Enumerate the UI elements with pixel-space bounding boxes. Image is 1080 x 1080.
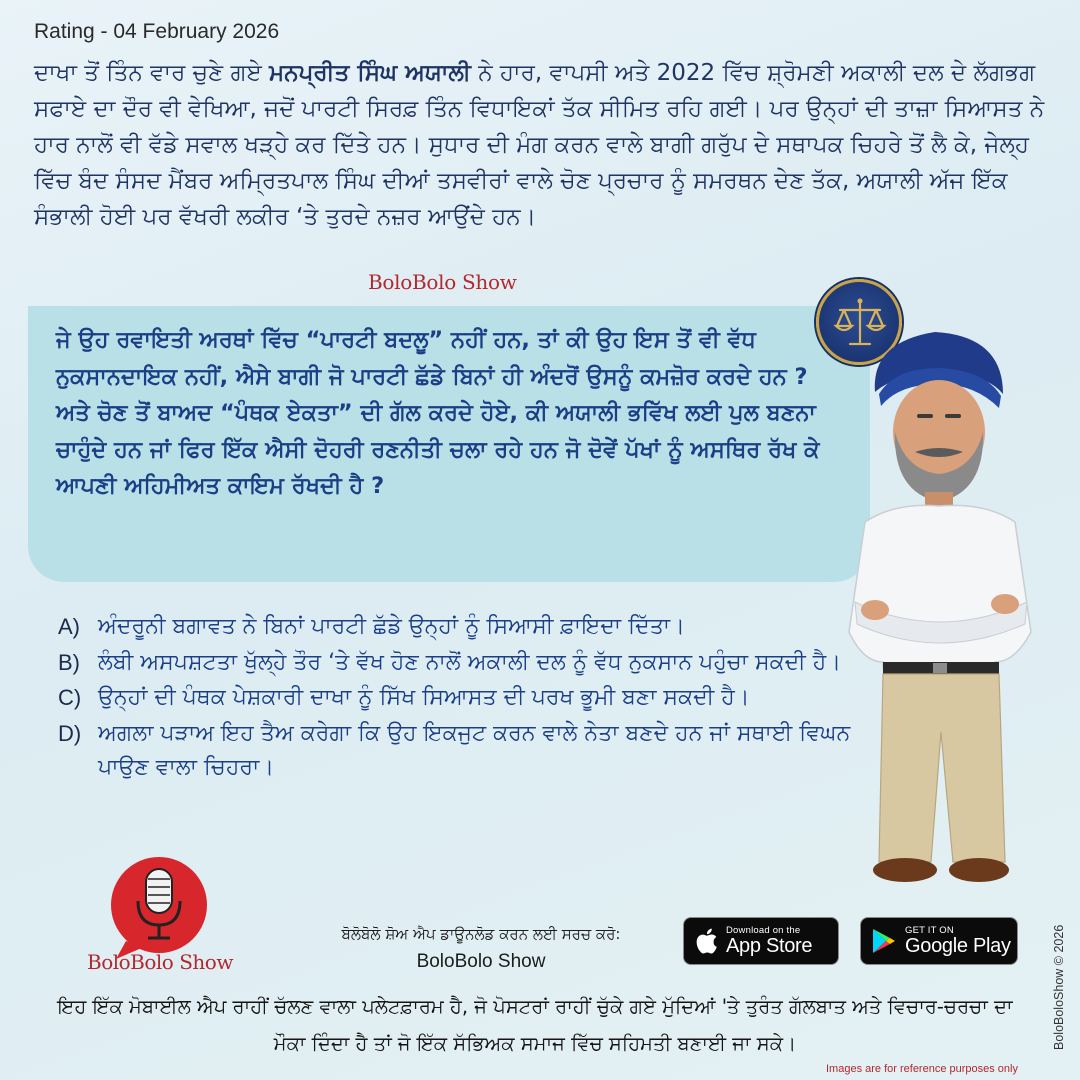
question-part-2: ਅਤੇ ਚੋਣ ਤੋਂ ਬਾਅਦ “ਪੰਥਕ ਏਕਤਾ” ਦੀ ਗੱਲ ਕਰਦੇ ਹੋਏ, ਕੀ ਅਯਾਲੀ ਭਵਿੱਖ ਲਈ ਪੁਲ ਬਣਨਾ ਚਾਹੁੰਦੇ ਹਨ ਜਾਂ ਫਿਰ ਇੱਕ ਐਸੀ ਦੋਹਰੀ ਰਣਨੀਤੀ ਚਲਾ ਰਹੇ ਹਨ ਜੋ ਦੋਵੇਂ ਪੱਖਾਂ ਨੂੰ ਅਸਥਿਰ ਰੱਖ ਕੇ ਆਪਣੀ ਅਹਿਮੀਅਤ ਕਾਇਮ ਰੱਖਦੀ ਹੈ ? [56,400,820,500]
apple-icon [694,927,718,955]
option-letter: D) [58,720,82,746]
option-letter: A) [58,614,80,639]
option-letter: C) [58,685,82,710]
download-instruction-text: ਬੋਲੋਬੋਲੋ ਸ਼ੋਅ ਐਪ ਡਾਊਨਲੋਡ ਕਰਨ ਲਈ ਸਰਚ ਕਰੋ: [341,925,621,943]
apple-small-label: Download on the [726,925,801,936]
option-text: ਉਨ੍ਹਾਂ ਦੀ ਪੰਥਕ ਪੇਸ਼ਕਾਰੀ ਦਾਖਾ ਨੂੰ ਸਿੱਖ ਸਿਆਸਤ ਦੀ ਪਰਖ ਭੂਮੀ ਬਣਾ ਸਕਦੀ ਹੈ। [98,685,750,710]
footer-description: ਇਹ ਇੱਕ ਮੋਬਾਈਲ ਐਪ ਰਾਹੀਂ ਚੱਲਣ ਵਾਲਾ ਪਲੇਟਫ਼ਾਰਮ ਹੈ, ਜੋ ਪੋਸਟਰਾਂ ਰਾਹੀਂ ਚੁੱਕੇ ਗਏ ਮੁੱਦਿਆਂ 'ਤੇ ਤੁਰੰਤ ਗੱਲਬਾਤ ਅਤੇ ਵਿਚਾਰ-ਚਰਚਾ ਦਾ ਮੌਕਾ ਦਿੰਦਾ ਹੈ ਤਾਂ ਜੋ ਇੱਕ ਸੱਭਿਅਕ ਸਮਾਜ ਵਿੱਚ ਸਹਿਮਤੀ ਬਣਾਈ ਜਾ ਸਕੇ। [57,995,1013,1055]
app-store-button[interactable] [683,917,839,965]
option-text: ਲੰਬੀ ਅਸਪਸ਼ਟਤਾ ਖੁੱਲ੍ਹੇ ਤੌਰ ‘ਤੇ ਵੱਖ ਹੋਣ ਨਾਲੋਂ ਅਕਾਲੀ ਦਲ ਨੂੰ ਵੱਧ ਨੁਕਸਾਨ ਪਹੁੰਚਾ ਸਕਦੀ ਹੈ। [98,649,842,675]
intro-prefix: ਦਾਖਾ ਤੋਂ ਤਿੰਨ ਵਾਰ ਚੁਣੇ ਗਏ [34,60,270,86]
apple-big-label: App Store [726,935,813,957]
rating-date: Rating - 04 February 2026 [34,20,280,43]
image-disclaimer: Images are for reference purposes only [826,1063,1018,1075]
logo-brand-name: BoloBolo Show [87,950,233,974]
watermark-brand: BoloBolo Show [368,270,517,294]
option-c[interactable] [58,681,858,716]
download-instruction [300,920,662,976]
google-small-label: GET IT ON [905,925,954,936]
option-d[interactable] [58,717,858,786]
intro-body: ਨੇ ਹਾਰ, ਵਾਪਸੀ ਅਤੇ 2022 ਵਿੱਚ ਸ਼੍ਰੋਮਣੀ ਅਕਾਲੀ ਦਲ ਦੇ ਲੱਗਭਗ ਸਫਾਏ ਦਾ ਦੌਰ ਵੀ ਵੇਖਿਆ, ਜਦੋਂ ਪਾਰਟੀ ਸਿਰਫ਼ ਤਿੰਨ ਵਿਧਾਇਕਾਂ ਤੱਕ ਸੀਮਿਤ ਰਹਿ ਗਈ। ਪਰ ਉਨ੍ਹਾਂ ਦੀ ਤਾਜ਼ਾ ਸਿਆਸਤ ਨੇ ਹਾਰ ਨਾਲੋਂ ਵੀ ਵੱਡੇ ਸਵਾਲ ਖੜ੍ਹੇ ਕਰ ਦਿੱਤੇ ਹਨ। ਸੁਧਾਰ ਦੀ ਮੰਗ ਕਰਨ ਵਾਲੇ ਬਾਗੀ ਗਰੁੱਪ ਦੇ ਸਥਾਪਕ ਚਿਹਰੇ ਤੋਂ ਲੈ ਕੇ, ਜੇਲ੍ਹ ਵਿੱਚ ਬੰਦ ਸੰਸਦ ਮੈਂਬਰ ਅਮ੍ਰਿਤਪਾਲ ਸਿੰਘ ਦੀਆਂ ਤਸਵੀਰਾਂ ਵਾਲੇ ਚੋਣ ਪ੍ਰਚਾਰ ਨੂੰ ਸਮਰਥਨ ਦੇਣ ਤੱਕ, ਅਯਾਲੀ ਅੱਜ ਇੱਕ ਸੰਭਾਲੀ ਹੋਈ ਪਰ ਵੱਖਰੀ ਲਕੀਰ ‘ਤੇ ਤੁਰਦੇ ਨਜ਼ਰ ਆਉਂਦੇ ਹਨ। [34,60,1045,230]
question-part-1: ਜੇ ਉਹ ਰਵਾਇਤੀ ਅਰਥਾਂ ਵਿੱਚ “ਪਾਰਟੀ ਬਦਲੂ” ਨਹੀਂ ਹਨ, ਤਾਂ ਕੀ ਉਹ ਇਸ ਤੋਂ ਵੀ ਵੱਧ ਨੁਕਸਾਨਦਾਇਕ ਨਹੀਂ, ਐਸੇ ਬਾਗੀ ਜੋ ਪਾਰਟੀ ਛੱਡੇ ਬਿਨਾਂ ਹੀ ਅੰਦਰੋਂ ਉਸਨੂੰ ਕਮਜ਼ੋਰ ਕਰਦੇ ਹਨ ? [56,327,808,390]
option-text: ਅਗਲਾ ਪੜਾਅ ਇਹ ਤੈਅ ਕਰੇਗਾ ਕਿ ਉਹ ਇਕਜੁਟ ਕਰਨ ਵਾਲੇ ਨੇਤਾ ਬਣਦੇ ਹਨ ਜਾਂ ਸਥਾਈ ਵਿਘਨ ਪਾਉਣ ਵਾਲਾ ਚਿਹਰਾ। [98,720,851,780]
presenter-illustration [835,302,1045,902]
answer-options [58,610,858,787]
politician-name: ਮਨਪ੍ਰੀਤ ਸਿੰਘ ਅਯਾਲੀ [269,60,471,86]
option-a[interactable] [58,610,858,645]
google-play-button[interactable] [860,917,1018,965]
option-b[interactable] [58,646,858,681]
copyright-notice: BoloBoloShow © 2026 [1052,924,1066,1050]
question-box [28,306,870,582]
option-letter: B) [58,649,80,675]
option-text: ਅੰਦਰੂਨੀ ਬਗਾਵਤ ਨੇ ਬਿਨਾਂ ਪਾਰਟੀ ਛੱਡੇ ਉਨ੍ਹਾਂ ਨੂੰ ਸਿਆਸੀ ਫ਼ਾਇਦਾ ਦਿੱਤਾ। [98,614,685,639]
google-play-icon [871,927,897,955]
intro-paragraph [34,55,1049,235]
app-name: BoloBolo Show [416,951,546,972]
google-big-label: Google Play [905,935,1011,957]
